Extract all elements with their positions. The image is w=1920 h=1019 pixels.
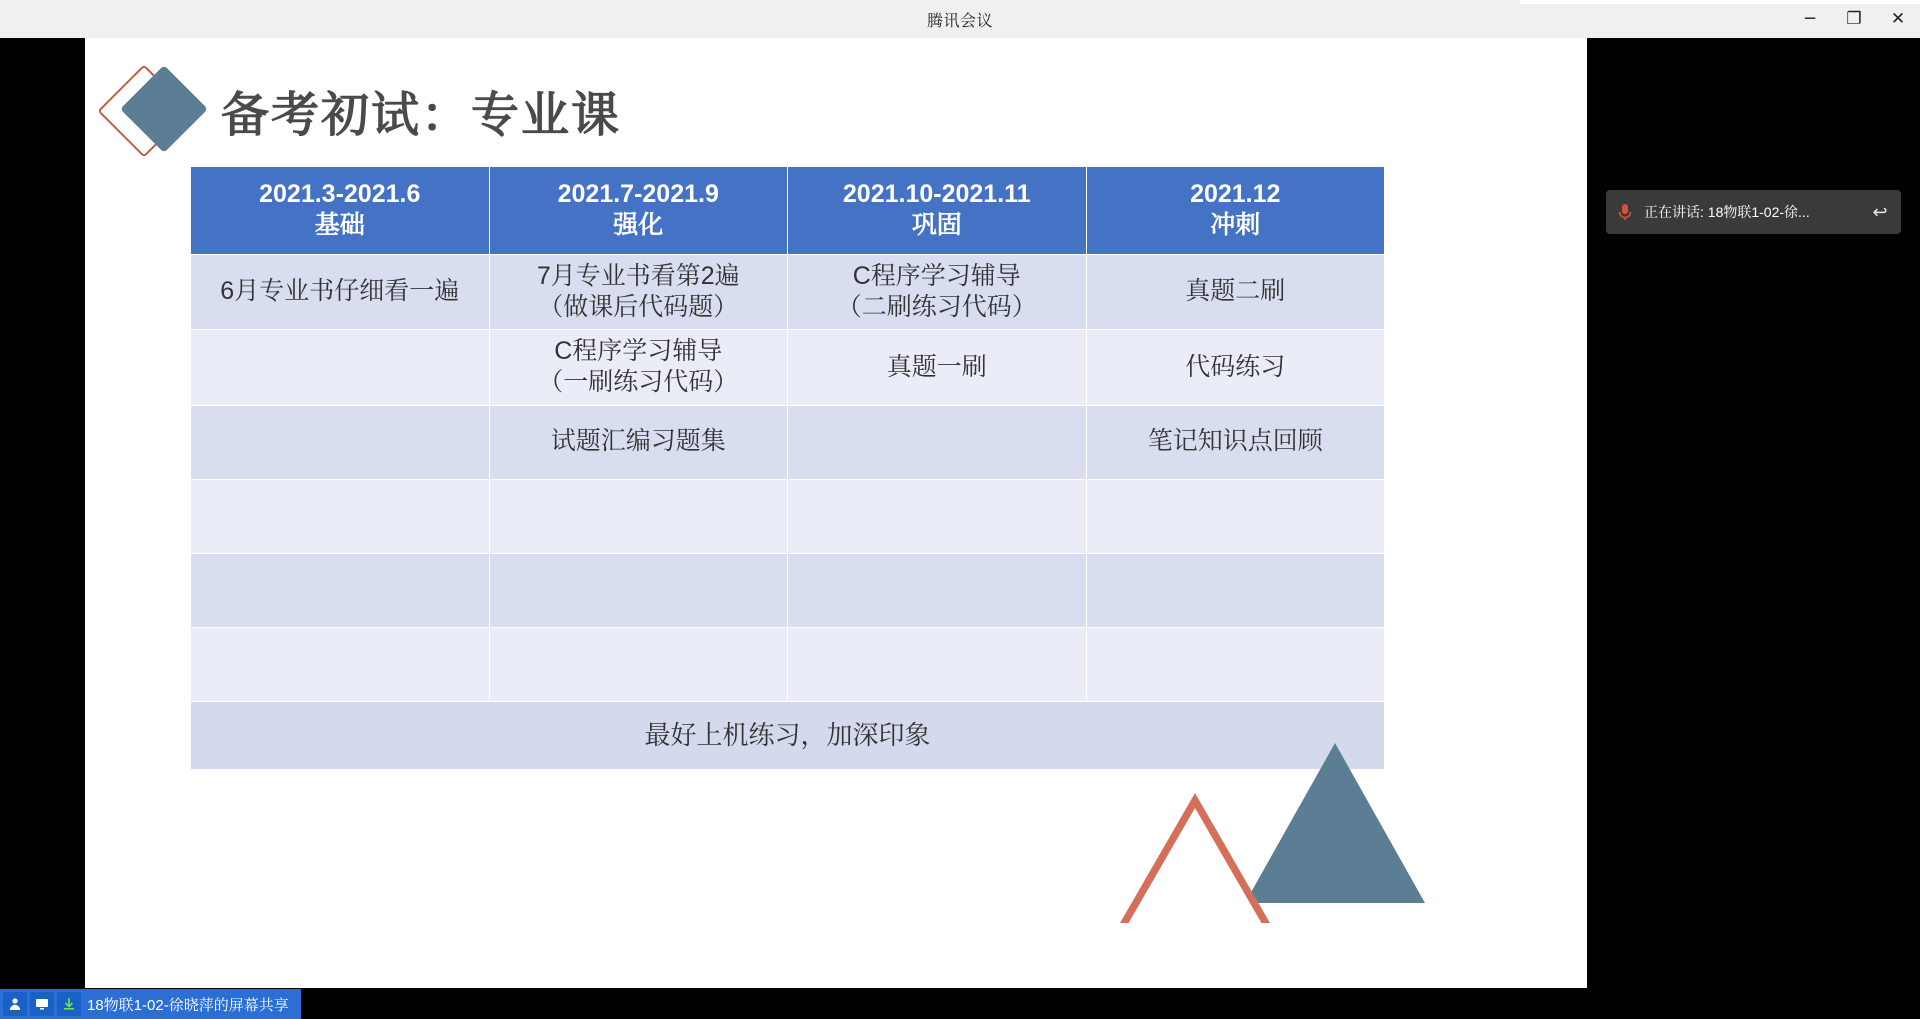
table-cell: C程序学习辅导 （二刷练习代码） — [788, 254, 1087, 330]
header-stage: 强化 — [613, 211, 664, 240]
window-title: 腾讯会议 — [926, 12, 993, 30]
table-cell: 真题二刷 — [1086, 254, 1385, 330]
header-stage: 巩固 — [911, 211, 962, 240]
table-cell: 6月专业书仔细看一遍 — [191, 254, 490, 330]
table-footer-row — [191, 701, 1385, 769]
share-label: 18物联1-02-徐晓萍的屏幕共享 — [87, 996, 289, 1014]
header-period: 2021.7-2021.9 — [557, 180, 719, 208]
speaking-label: 正在讲话: 18物联1-02-徐... — [1644, 204, 1810, 220]
table-row — [191, 254, 1385, 330]
table-cell — [788, 479, 1087, 553]
table-cell — [788, 405, 1087, 479]
shared-slide — [85, 38, 1587, 988]
table-cell — [1086, 479, 1385, 553]
table-head — [191, 167, 1385, 255]
table-cell — [191, 330, 490, 406]
return-icon[interactable]: ↩ — [1872, 201, 1888, 222]
table-body — [191, 254, 1385, 769]
diamond-decoration-icon — [105, 68, 205, 152]
table-row — [191, 479, 1385, 553]
speaking-toast[interactable] — [1606, 190, 1901, 234]
table-cell — [191, 553, 490, 627]
maximize-button[interactable]: ❐ — [1846, 9, 1862, 29]
table-row — [191, 553, 1385, 627]
table-cell: 7月专业书看第2遍 （做课后代码题） — [489, 254, 788, 330]
mic-icon — [1606, 202, 1644, 222]
table-header-row — [191, 167, 1385, 255]
table-row — [191, 330, 1385, 406]
header-period: 2021.3-2021.6 — [259, 180, 421, 208]
table-row — [191, 405, 1385, 479]
table-cell — [489, 479, 788, 553]
header-period: 2021.10-2021.11 — [842, 180, 1031, 208]
window-controls — [1788, 0, 1920, 38]
triangle-outline-inner — [1128, 808, 1262, 924]
table-cell — [191, 405, 490, 479]
slide-title-area — [105, 68, 621, 152]
table-cell — [489, 553, 788, 627]
window-titlebar — [0, 0, 1920, 38]
user-icon — [3, 992, 27, 1016]
header-stage: 基础 — [314, 211, 365, 240]
table-cell — [788, 553, 1087, 627]
table-cell — [788, 627, 1087, 701]
screen-share-icon — [30, 992, 54, 1016]
table-cell — [191, 627, 490, 701]
table-cell: C程序学习辅导 （一刷练习代码） — [489, 330, 788, 406]
page-title: 备考初试：专业课 — [221, 88, 622, 142]
study-plan-table — [190, 166, 1385, 770]
header-stage: 冲刺 — [1210, 211, 1261, 240]
table-header-cell — [191, 167, 490, 255]
table-header-cell — [489, 167, 788, 255]
table-header-cell — [788, 167, 1087, 255]
table-cell: 真题一刷 — [788, 330, 1087, 406]
table-cell: 笔记知识点回顾 — [1086, 405, 1385, 479]
table-row — [191, 627, 1385, 701]
table-cell — [191, 479, 490, 553]
header-period: 2021.12 — [1190, 180, 1281, 208]
table-cell — [489, 627, 788, 701]
table-header-cell — [1086, 167, 1385, 255]
download-icon — [57, 992, 81, 1016]
table-footer-cell: 最好上机练习，加深印象 — [191, 701, 1385, 769]
triangle-decoration-icon — [1245, 743, 1425, 903]
table-cell: 代码练习 — [1086, 330, 1385, 406]
screen-share-bar[interactable] — [0, 989, 301, 1019]
close-button[interactable]: ✕ — [1890, 9, 1906, 29]
study-plan-table-wrap — [190, 166, 1385, 770]
table-cell — [1086, 627, 1385, 701]
table-cell: 试题汇编习题集 — [489, 405, 788, 479]
minimize-button[interactable]: ─ — [1804, 9, 1816, 29]
table-cell — [1086, 553, 1385, 627]
